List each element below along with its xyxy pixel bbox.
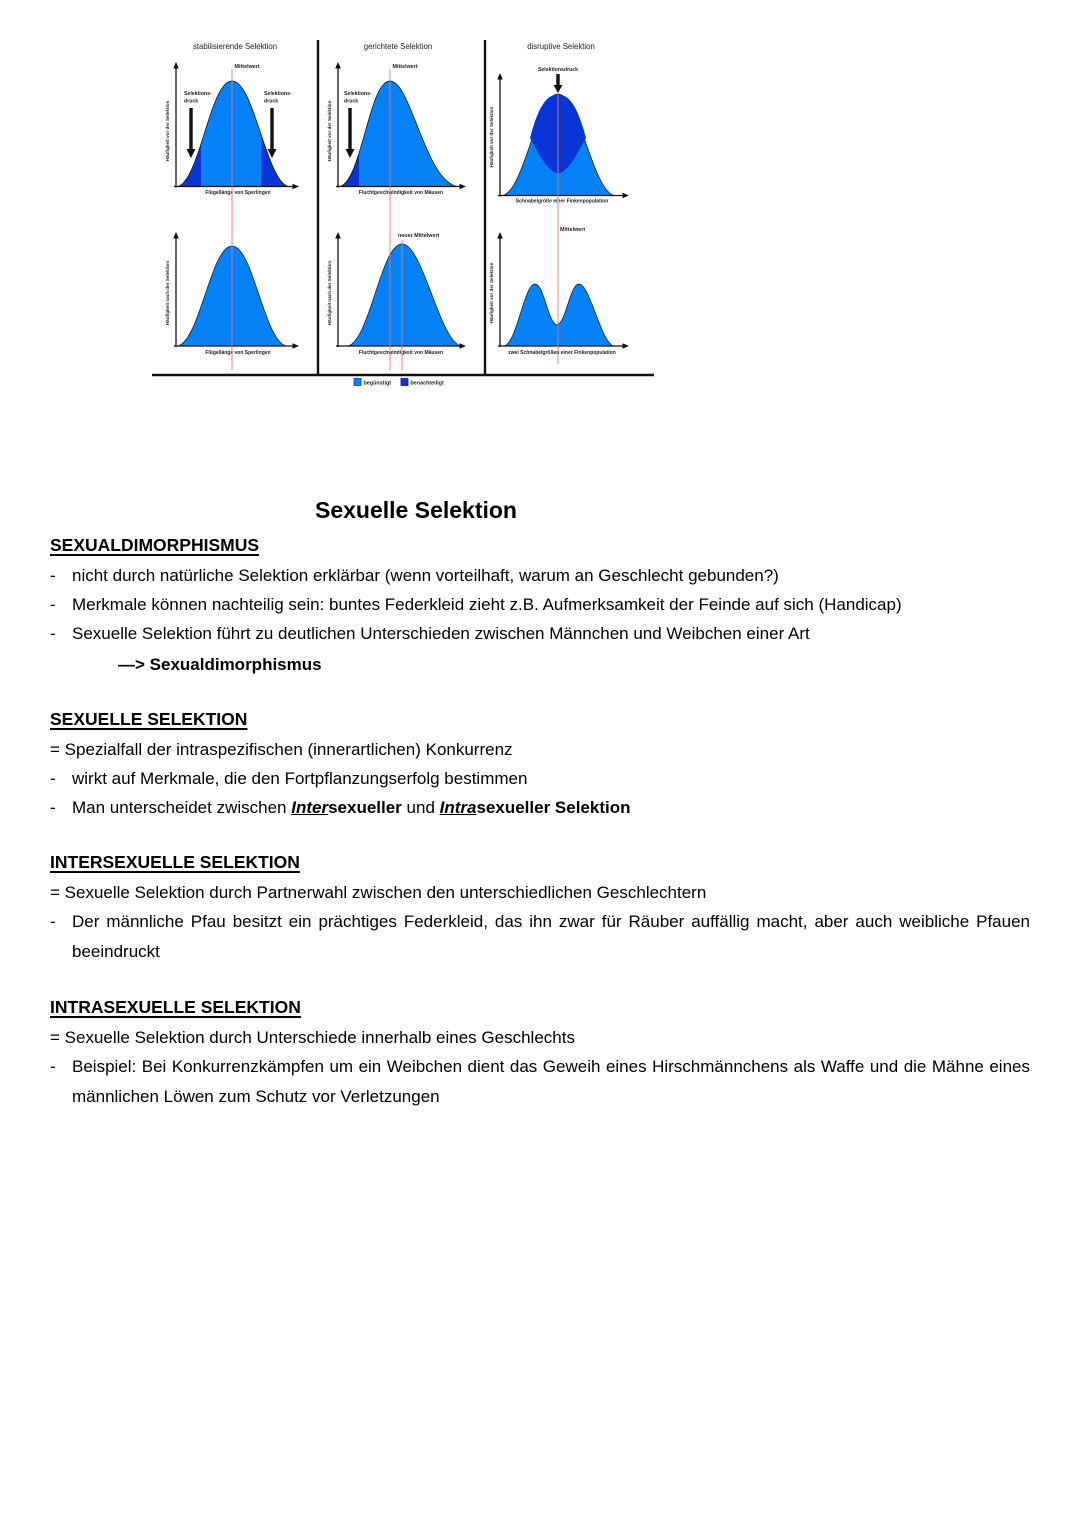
new-mean-label-col2: neuer Mittelwert xyxy=(398,233,440,239)
pressure-label: Selektionsdruck xyxy=(537,67,579,73)
x-axis-arrowhead xyxy=(460,184,467,189)
definition-line: = Sexuelle Selektion durch Unterschiede innerhalb eines Geschlechts xyxy=(50,1028,575,1047)
y-axis-arrowhead xyxy=(173,232,179,239)
bullet-dash: - xyxy=(50,912,56,931)
col3-title: disruptive Selektion xyxy=(527,42,595,51)
pressure-arrowhead-left xyxy=(187,149,196,158)
mean-label-col3: Mittelwert xyxy=(560,227,586,233)
x-axis-arrowhead xyxy=(623,343,630,348)
legend-label-favored: begünstigt xyxy=(363,380,392,387)
section-sexuelle-selektion xyxy=(50,706,1030,822)
definition-line: = Sexuelle Selektion durch Partnerwahl zwischen den unterschiedlichen Geschlechtern xyxy=(50,883,707,902)
pressure-label-left-2: druck xyxy=(184,98,199,105)
pressure-arrowhead xyxy=(346,149,355,158)
bullet-item xyxy=(50,764,1030,793)
x-axis-label: Fluchtgeschwindigkeit von Mäusen xyxy=(358,350,444,356)
favored-region xyxy=(504,284,614,346)
y-axis-label: Häufigkeit vor der Selektion xyxy=(165,100,170,162)
notes-body xyxy=(50,496,1030,1112)
y-axis-arrowhead xyxy=(335,232,341,239)
y-axis-label: Häufigkeit vor der Selektion xyxy=(489,262,494,324)
chart-disruptive-before xyxy=(489,67,629,205)
pressure-label-2: druck xyxy=(344,98,359,105)
x-axis-label: Schnabelgröße einer Finkenpopulation xyxy=(515,198,609,205)
definition-line: = Spezialfall der intraspezifischen (innerartlichen) Konkurrenz xyxy=(50,740,513,759)
bullet-dash: - xyxy=(50,595,56,614)
bullet-text: Der männliche Pfau besitzt ein prächtiges Federkleid, das ihn zwar für Räuber auffällig macht, aber auch weibliche Pfauen beeindruckt xyxy=(72,912,1030,961)
selection-types-diagram xyxy=(148,34,662,400)
text-part: sexueller xyxy=(328,798,402,817)
col1-title: stabilisierende Selektion xyxy=(192,42,278,51)
bullet-dash: - xyxy=(50,1057,56,1076)
arrow-note: —> Sexualdimorphismus xyxy=(118,655,322,674)
x-axis-label: Fluchtgeschwindigkeit von Mäusen xyxy=(358,190,444,196)
bullet-dash: - xyxy=(50,566,56,585)
bullet-text: wirkt auf Merkmale, die den Fortpflanzungserfolg bestimmen xyxy=(72,769,528,788)
mean-label-col1: Mittelwert xyxy=(234,64,260,70)
bullet-dash: - xyxy=(50,769,56,788)
section-intrasexuelle-selektion xyxy=(50,994,1030,1112)
section-sexualdimorphismus xyxy=(50,532,1030,679)
y-axis-label: Häufigkeit nach der Selektion xyxy=(165,260,170,326)
y-axis-arrowhead xyxy=(335,62,341,69)
section-intersexuelle-selektion xyxy=(50,849,1030,967)
y-axis-label: Häufigkeit vor der Selektion xyxy=(489,106,494,168)
y-axis-label: Häufigkeit nach der Selektion xyxy=(327,260,332,326)
bullet-item xyxy=(50,1052,1030,1112)
text-part: Man unterscheidet zwischen xyxy=(72,798,292,817)
bullet-item xyxy=(50,907,1030,967)
bullet-text: Merkmale können nachteilig sein: buntes Federkleid zieht z.B. Aufmerksamkeit der Feinde auf sich (Handicap) xyxy=(72,595,902,614)
legend-swatch-disfavored xyxy=(401,379,408,386)
mean-label-col2: Mittelwert xyxy=(392,64,418,70)
bullet-text-rich xyxy=(72,793,1030,822)
section-heading: SEXUELLE SELEKTION xyxy=(50,709,248,729)
section-heading: INTERSEXUELLE SELEKTION xyxy=(50,852,300,872)
chart-directional-before xyxy=(327,62,466,196)
y-axis-arrowhead xyxy=(173,62,179,69)
bullet-item xyxy=(50,619,1030,648)
y-axis-arrowhead xyxy=(497,73,503,80)
pressure-label-right-2: druck xyxy=(264,98,279,105)
bullet-item xyxy=(50,590,1030,619)
section-heading: SEXUALDIMORPHISMUS xyxy=(50,535,260,555)
x-axis-label: Flügellänge von Sperlingen xyxy=(205,350,271,356)
x-axis-label: Flügellänge von Sperlingen xyxy=(205,190,271,196)
x-axis-arrowhead xyxy=(293,184,300,189)
pressure-arrowhead xyxy=(554,85,563,93)
selection-diagram-svg xyxy=(148,34,662,400)
bullet-text: nicht durch natürliche Selektion erklärbar (wenn vorteilhaft, warum an Geschlecht gebunden?) xyxy=(72,566,779,585)
text-part: und xyxy=(401,798,440,817)
chart-disruptive-after xyxy=(489,232,629,356)
y-axis-arrowhead xyxy=(497,232,503,239)
pressure-label-left-1: Selektions- xyxy=(184,91,212,97)
text-part: sexueller Selektion xyxy=(476,798,631,817)
pressure-label-right-1: Selektions- xyxy=(264,91,292,97)
bullet-text: Beispiel: Bei Konkurrenzkämpfen um ein Weibchen dient das Geweih eines Hirschmännchens als Waffe und die Mähne eines männlichen Löwen zum Schutz vor Verletzungen xyxy=(72,1057,1030,1106)
x-axis-arrowhead xyxy=(293,343,300,348)
bullet-item xyxy=(50,561,1030,590)
text-part-inter: Inter xyxy=(291,798,329,817)
legend-swatch-favored xyxy=(354,379,361,386)
text-part-intra: Intra xyxy=(439,798,477,817)
bullet-dash: - xyxy=(50,624,56,643)
pressure-label-1: Selektions- xyxy=(344,91,372,97)
col2-title: gerichtete Selektion xyxy=(363,42,433,51)
page-title: Sexuelle Selektion xyxy=(315,497,517,523)
bullet-text: Sexuelle Selektion führt zu deutlichen Unterschieden zwischen Männchen und Weibchen einer Art xyxy=(72,624,810,643)
x-axis-label: zwei Schnabelgrößen einer Finkenpopulation xyxy=(508,350,616,356)
section-heading: INTRASEXUELLE SELEKTION xyxy=(50,997,301,1017)
chart-directional-after xyxy=(327,232,466,356)
figure-legend xyxy=(354,379,444,387)
bullet-item xyxy=(50,793,1030,822)
bullet-dash: - xyxy=(50,798,56,817)
x-axis-arrowhead xyxy=(623,193,630,198)
x-axis-arrowhead xyxy=(460,343,467,348)
favored-region xyxy=(348,244,461,346)
legend-label-disfavored: benachteiligt xyxy=(410,380,444,387)
y-axis-label: Häufigkeit vor der Selektion xyxy=(327,100,332,162)
